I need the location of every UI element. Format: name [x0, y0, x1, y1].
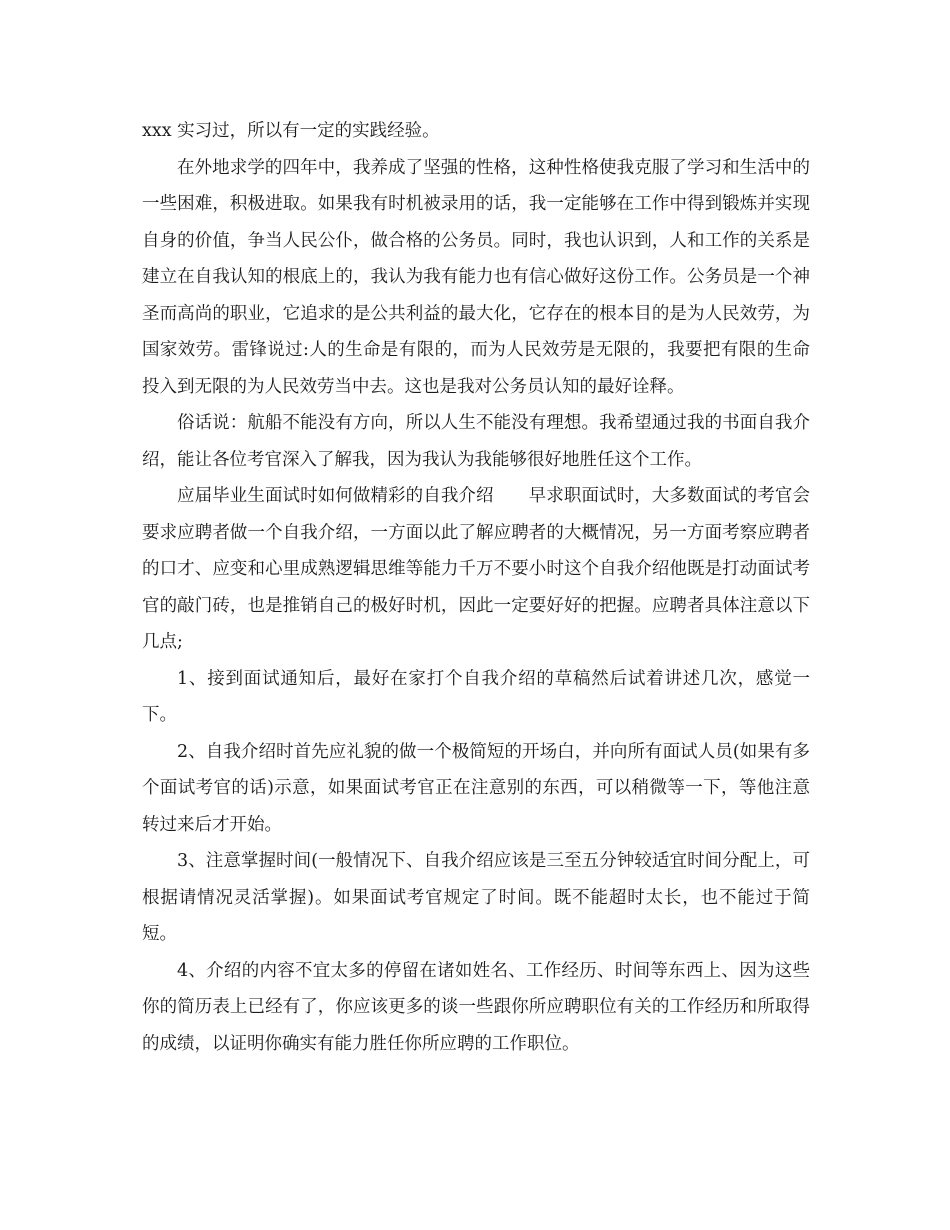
paragraph: xxx 实习过，所以有一定的实践经验。	[142, 121, 440, 141]
section-heading: 应届毕业生面试时如何做精彩的自我介绍	[177, 486, 494, 506]
list-item: 2、自我介绍时首先应礼貌的做一个极简短的开场白，并向所有面试人员(如果有多个面试考官的话)示意，如果面试考官正在注意别的东西，可以稍微等一下，等他注意转过来后才开始。	[142, 741, 810, 835]
paragraph: 在外地求学的四年中，我养成了坚强的性格，这种性格使我克服了学习和生活中的一些困难，积极进取。如果我有时机被录用的话，我一定能够在工作中得到锻炼并实现自身的价值，争当人民公仆，做合格的公务员。同时，我也认识到，人和工作的关系是建立在自我认知的根底上的，我认为我有能力也有信心做好这份工作。公务员是一个神圣而高尚的职业，它追求的是公共利益的最大化，它存在的根本目的是为人民效劳，为国家效劳。雷锋说过:人的生命是有限的，而为人民效劳是无限的，我要把有限的生命投入到无限的为人民效劳当中去。这也是我对公务员认知的最好诠释。	[142, 157, 810, 397]
list-item: 4、介绍的内容不宜太多的停留在诸如姓名、工作经历、时间等东西上、因为这些你的简历表上已经有了，你应该更多的谈一些跟你所应聘职位有关的工作经历和所取得的成绩，以证明你确实有能力胜任你所应聘的工作职位。	[142, 960, 810, 1054]
list-item: 1、接到面试通知后，最好在家打个自我介绍的草稿然后试着讲述几次，感觉一下。	[142, 668, 810, 725]
paragraph	[142, 478, 810, 661]
paragraph: 俗话说：航船不能没有方向，所以人生不能没有理想。我希望通过我的书面自我介绍，能让各位考官深入了解我，因为我认为我能够很好地胜任这个工作。	[142, 413, 810, 470]
document-body	[142, 113, 810, 1062]
list-item: 3、注意掌握时间(一般情况下、自我介绍应该是三至五分钟较适宜时间分配上，可根据请情况灵活掌握)。如果面试考官规定了时间。既不能超时太长，也不能过于简短。	[142, 851, 810, 944]
paragraph-text: 早求职面试时，大多数面试的考官会要求应聘者做一个自我介绍，一方面以此了解应聘者的大概情况，另一方面考察应聘者的口才、应变和心里成熟逻辑思维等能力千万不要小时这个自我介绍他既是打动面试考官的敲门砖，也是推销自己的极好时机，因此一定要好好的把握。应聘者具体注意以下几点;	[142, 486, 811, 652]
